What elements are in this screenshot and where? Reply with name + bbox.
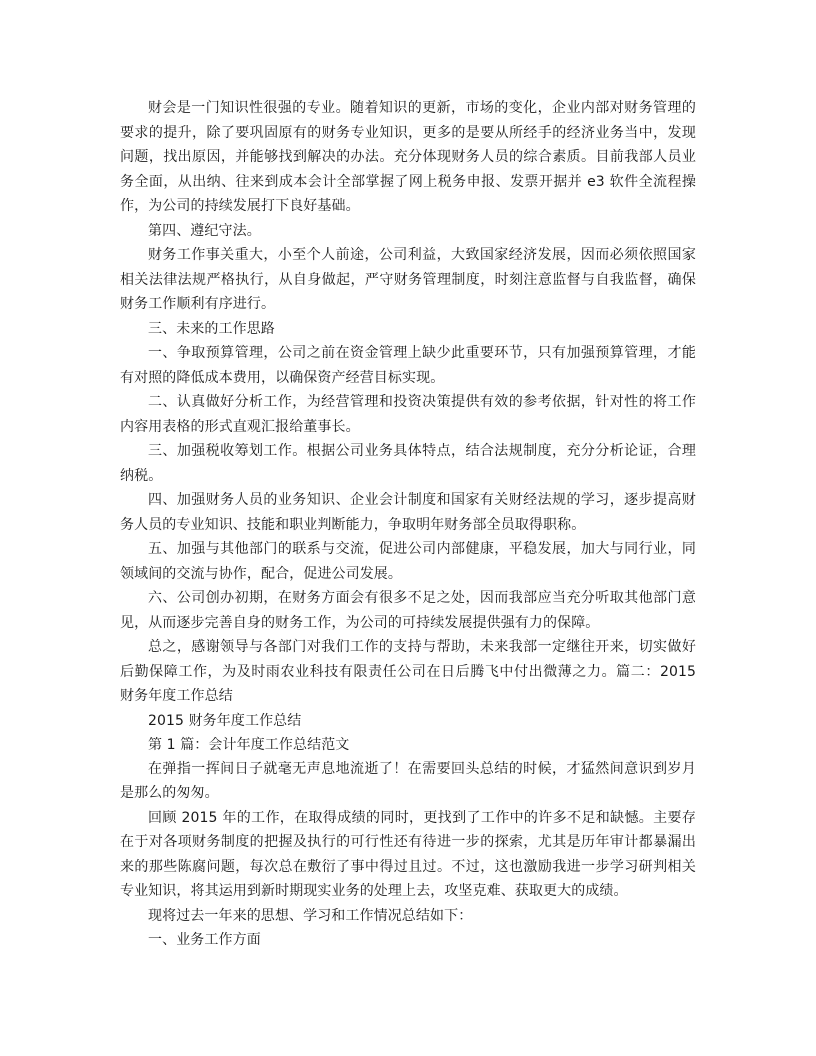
paragraph-law-compliance: 财务工作事关重大，小至个人前途，公司利益，大致国家经济发展，因而必须依照国家相关法律法规严格执行，从自身做起，严守财务管理制度，时刻注意监督与自我监督，确保财务工作顺利有序进行。 — [120, 247, 696, 312]
heading-2015-summary: 2015 财务年度工作总结 — [148, 712, 302, 729]
paragraph-staff-training: 四、加强财务人员的业务知识、企业会计制度和国家有关财经法规的学习，逐步提高财务人员的专业知识、技能和职业判断能力，争取明年财务部全员取得职称。 — [120, 492, 696, 533]
document-page — [120, 96, 696, 953]
paragraph-conclusion: 总之，感谢领导与各部门对我们工作的支持与帮助，未来我部一定继往开来，切实做好后勤保障工作，为及时雨农业科技有限责任公司在日后腾飞中付出微薄之力。篇二：2015 财务年度工作总结 — [120, 639, 696, 704]
paragraph-analysis-work: 二、认真做好分析工作，为经营管理和投资决策提供有效的参考依据，针对性的将工作内容用表格的形式直观汇报给董事长。 — [120, 394, 696, 435]
paragraph-department-communication: 五、加强与其他部门的联系与交流，促进公司内部健康，平稳发展，加大与同行业，同领域间的交流与协作，配合，促进公司发展。 — [120, 541, 696, 582]
paragraph-tax-planning: 三、加强税收筹划工作。根据公司业务具体特点，结合法规制度，充分分析论证，合理纳税。 — [120, 443, 696, 484]
heading-future-work: 三、未来的工作思路 — [148, 320, 275, 337]
paragraph-professional-quality: 财会是一门知识性很强的专业。随着知识的更新，市场的变化，企业内部对财务管理的要求的提升，除了要巩固原有的财务专业知识，更多的是要从所经手的经济业务当中，发现问题，找出原因，并能够找到解决的办法。充分体现财务人员的综合素质。目前我部人员业务全面，从出纳、往来到成本会计全部掌握了网上税务申报、发票开据并 e3 软件全流程操作，为公司的持续发展打下良好基础。 — [120, 100, 696, 214]
paragraph-improvement: 六、公司创办初期，在财务方面会有很多不足之处，因而我部应当充分听取其他部门意见，从而逐步完善自身的财务工作，为公司的可持续发展提供强有力的保障。 — [120, 590, 696, 631]
heading-law-compliance: 第四、遵纪守法。 — [148, 222, 261, 239]
heading-business-work: 一、业务工作方面 — [148, 932, 261, 948]
paragraph-budget-management: 一、争取预算管理，公司之前在资金管理上缺少此重要环节，只有加强预算管理，才能有对照的降低成本费用，以确保资产经营目标实现。 — [120, 345, 696, 386]
heading-part-1: 第 1 篇：会计年度工作总结范文 — [148, 736, 350, 753]
paragraph-review-2015: 回顾 2015 年的工作，在取得成绩的同时，更找到了工作中的许多不足和缺憾。主要存在于对各项财务制度的把握及执行的可行性还有待进一步的探索，尤其是历年审计都暴漏出来的那些陈腐问题，每次总在敷衍了事中得过且过。不过，这也激励我进一步学习研判相关专业知识，将其运用到新时期现实业务的处理上去，攻坚克难、获取更大的成绩。 — [120, 809, 696, 899]
paragraph-summary-intro: 现将过去一年来的思想、学习和工作情况总结如下： — [148, 907, 473, 924]
paragraph-time-passing: 在弹指一挥间日子就毫无声息地流逝了！在需要回头总结的时候，才猛然间意识到岁月是那么的匆匆。 — [120, 760, 696, 801]
